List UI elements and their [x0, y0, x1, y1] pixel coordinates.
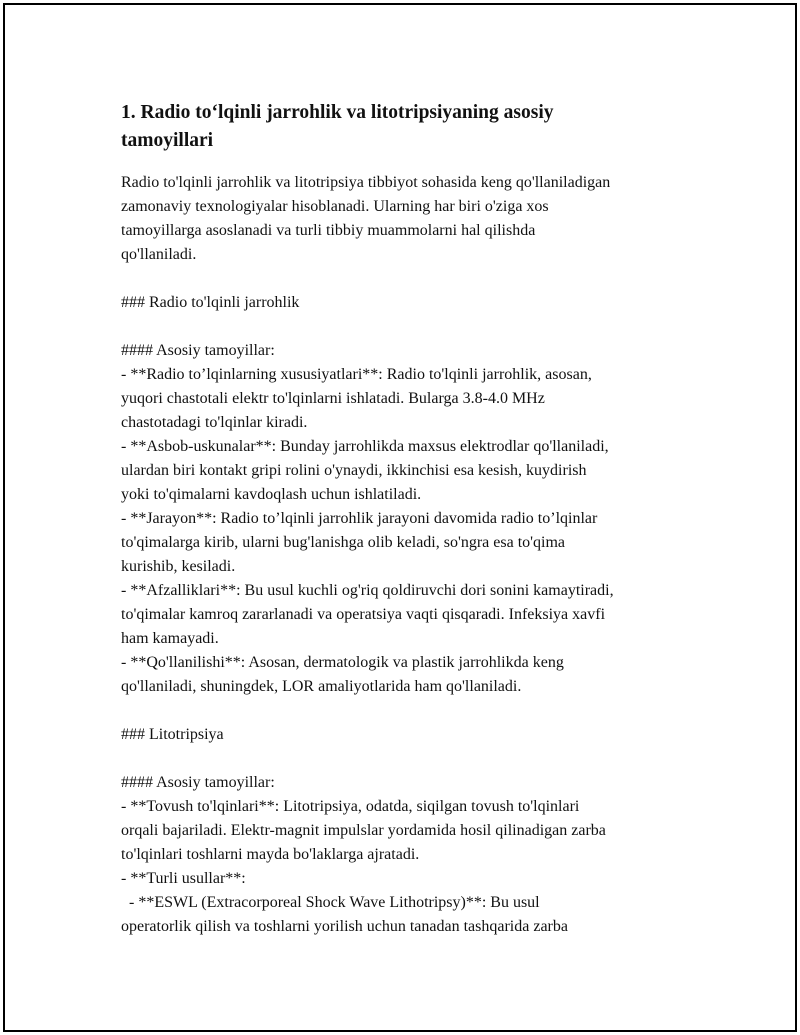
heading-line-1: 1. Radio to‘lqinli jarrohlik va litotripsiyaning asosiy — [121, 102, 554, 123]
text-line: Radio to'lqinli jarrohlik va litotripsiya tibbiyot sohasida keng qo'llaniladigan — [121, 174, 611, 191]
text-line: qo'llaniladi, shuningdek, LOR amaliyotlarida ham qo'llaniladi. — [121, 678, 522, 695]
section-heading — [121, 99, 701, 155]
text-line: ### Radio to'lqinli jarrohlik — [121, 294, 300, 311]
text-line — [121, 315, 701, 339]
text-line: tamoyillarga asoslanadi va turli tibbiy muammolarni hal qilishda — [121, 222, 536, 239]
text-line: ### Litotripsiya — [121, 726, 224, 743]
text-line: - **Jarayon**: Radio to’lqinli jarrohlik jarayoni davomida radio to’lqinlar — [121, 510, 598, 527]
text-line: - **Afzalliklari**: Bu usul kuchli og'riq qoldiruvchi dori sonini kamaytiradi, — [121, 582, 614, 599]
text-line: to'qimalarga kirib, ularni bug'lanishga olib keladi, so'ngra esa to'qima — [121, 534, 566, 551]
text-line: - **Tovush to'lqinlari**: Litotripsiya, odatda, siqilgan tovush to'lqinlari — [121, 798, 580, 815]
text-line: orqali bajariladi. Elektr-magnit impulslar yordamida hosil qilinadigan zarba — [121, 822, 606, 839]
text-line: #### Asosiy tamoyillar: — [121, 774, 275, 791]
text-line: kurishib, kesiladi. — [121, 558, 236, 575]
body-text — [121, 171, 701, 939]
text-line: - **Turli usullar**: — [121, 870, 246, 887]
text-line: yuqori chastotali elektr to'lqinlarni ishlatadi. Bularga 3.8-4.0 MHz — [121, 390, 545, 407]
text-line: ham kamayadi. — [121, 630, 219, 647]
text-line: #### Asosiy tamoyillar: — [121, 342, 275, 359]
text-line: - **ESWL (Extracorporeal Shock Wave Lithotripsy)**: Bu usul — [121, 894, 540, 911]
text-line: - **Qo'llanilishi**: Asosan, dermatologik va plastik jarrohlikda keng — [121, 654, 564, 671]
text-line: to'lqinlari toshlarni mayda bo'laklarga ajratadi. — [121, 846, 420, 863]
text-line — [121, 699, 701, 723]
document-content — [121, 99, 701, 939]
text-line: ulardan biri kontakt gripi rolini o'ynaydi, ikkinchisi esa kesish, kuydirish — [121, 462, 587, 479]
text-line: operatorlik qilish va toshlarni yorilish uchun tanadan tashqarida zarba — [121, 918, 568, 935]
text-line: yoki to'qimalarni kavdoqlash uchun ishlatiladi. — [121, 486, 422, 503]
heading-line-2: tamoyillari — [121, 130, 214, 151]
text-line — [121, 267, 701, 291]
text-line: chastotadagi to'lqinlar kiradi. — [121, 414, 308, 431]
text-line: - **Radio to’lqinlarning xususiyatlari**: Radio to'lqinli jarrohlik, asosan, — [121, 366, 592, 383]
text-line: qo'llaniladi. — [121, 246, 197, 263]
text-line: zamonaviy texnologiyalar hisoblanadi. Ularning har biri o'ziga xos — [121, 198, 549, 215]
text-line: to'qimalar kamroq zararlanadi va operatsiya vaqti qisqaradi. Infeksiya xavfi — [121, 606, 606, 623]
text-line — [121, 747, 701, 771]
text-line: - **Asbob-uskunalar**: Bunday jarrohlikda maxsus elektrodlar qo'llaniladi, — [121, 438, 609, 455]
page-frame — [3, 3, 797, 1032]
